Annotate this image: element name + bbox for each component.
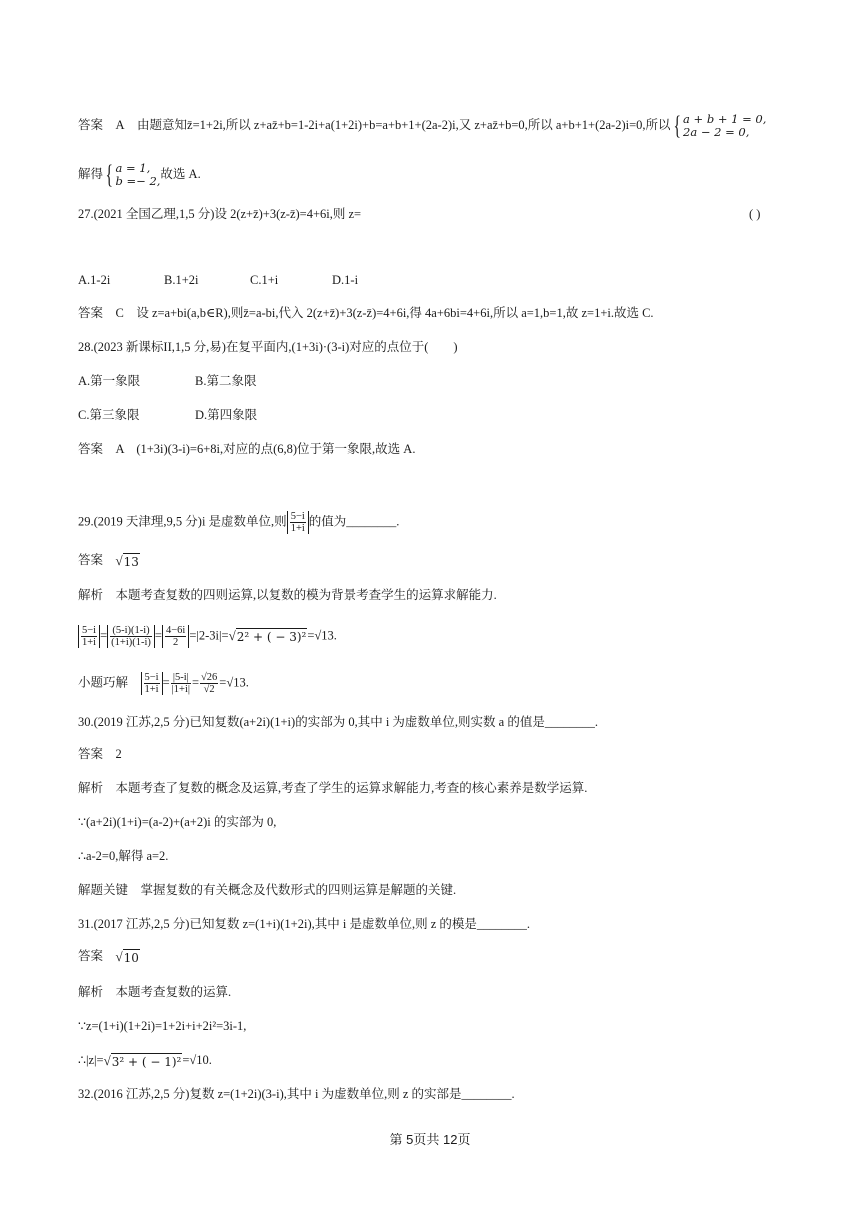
numerator: √26: [201, 672, 218, 683]
answer-label: 答案: [78, 553, 104, 567]
system-eq-1: a + b + 1 = 0,: [683, 112, 767, 126]
abs-value: [162, 625, 189, 648]
answer-30: [78, 746, 122, 762]
question-31: [78, 916, 530, 932]
answer-bracket: ( ): [749, 207, 761, 221]
option-d: D.第四象限: [195, 408, 258, 422]
question-28-options-row1: [78, 373, 256, 389]
fraction: [110, 625, 152, 648]
calc-end: =√13.: [307, 628, 337, 643]
question-30: [78, 714, 598, 730]
key-30: [78, 882, 456, 898]
answer-30-text: 答案 2: [78, 747, 122, 761]
option-a: A.1-2i: [78, 273, 111, 287]
question-32-text: 32.(2016 江苏,2,5 分)复数 z=(1+2i)(3-i),其中 i 为虚数单位,则 z 的实部是________.: [78, 1087, 515, 1101]
radicand: 3² + ( − 1)²: [111, 1054, 182, 1069]
analysis-text: 本题考查复数的四则运算,以复数的模为背景考查学生的运算求解能力.: [115, 588, 497, 602]
denominator: 1+i: [82, 637, 97, 648]
option-c: C.1+i: [250, 273, 279, 287]
question-28: [78, 339, 458, 355]
radicand: 13: [123, 554, 139, 569]
denominator: |1+i|: [171, 684, 190, 695]
question-29-tail: 的值为________.: [308, 514, 400, 529]
option-a: A.第一象限: [78, 374, 141, 388]
sqrt-expression: √ 13: [115, 552, 139, 569]
question-29-text: 29.(2019 天津理,9,5 分)i 是虚数单位,则: [78, 514, 287, 529]
fraction: [290, 511, 306, 534]
equation-system: { a + b + 1 = 0, 2a − 2 = 0,: [673, 111, 767, 140]
trick-label: 小题巧解: [78, 675, 129, 690]
denominator: 2: [173, 637, 179, 648]
analysis-29: [78, 587, 497, 603]
question-29: [78, 511, 399, 534]
trick-end: =√13.: [219, 675, 249, 690]
numerator: 4−6i: [165, 625, 186, 636]
option-b: B.第二象限: [195, 374, 257, 388]
key-text: 解题关键 掌握复数的有关概念及代数形式的四则运算是解题的关键.: [78, 883, 457, 897]
fraction: [144, 672, 160, 695]
analysis-30: [78, 780, 587, 796]
solve-prefix: 解得: [78, 166, 104, 181]
answer-28-text: 答案 A (1+3i)(3-i)=6+8i,对应的点(6,8)位于第一象限,故选 A.: [78, 442, 416, 456]
solution-eq-1: a = 1,: [115, 161, 151, 175]
calc-31-1: [78, 1018, 246, 1034]
answer-31: [78, 948, 140, 966]
radicand: 10: [123, 950, 139, 965]
calc-30-1: [78, 814, 276, 830]
solution-system: { a = 1, b =− 2,: [105, 160, 161, 189]
calc-middle: =|2-3i|=: [189, 628, 229, 643]
abs-value: [287, 511, 309, 534]
numerator: 5−i: [144, 672, 159, 683]
answer-label: 答案: [78, 117, 104, 132]
denominator: √2: [203, 684, 215, 695]
calc-text: ∴a-2=0,解得 a=2.: [78, 849, 169, 863]
answer-choice: A: [115, 117, 125, 132]
fraction: [171, 672, 191, 695]
numerator: (5-i)(1-i): [110, 625, 152, 637]
calc-text: ∵(a+2i)(1+i)=(a-2)+(a+2)i 的实部为 0,: [78, 815, 277, 829]
abs-value: [78, 625, 100, 648]
question-27-bracket: [749, 206, 760, 222]
numerator: 5−i: [82, 625, 97, 636]
solution-26-line: [78, 162, 201, 188]
numerator: 5−i: [290, 511, 305, 522]
question-31-text: 31.(2017 江苏,2,5 分)已知复数 z=(1+i)(1+2i),其中 i 是虚数单位,则 z 的模是________.: [78, 917, 531, 931]
analysis-text: 解析 本题考查复数的运算.: [78, 985, 232, 999]
calc-31-2: [78, 1052, 212, 1070]
option-b: B.1+2i: [164, 273, 199, 287]
question-27: [78, 206, 361, 222]
option-c: C.第三象限: [78, 408, 140, 422]
question-27-options: [78, 272, 358, 288]
analysis-label: 解析: [78, 588, 104, 602]
answer-26-line: [78, 113, 766, 139]
radicand: 2² + ( − 3)²: [236, 630, 307, 644]
sqrt-expression: √ 10: [115, 948, 139, 965]
analysis-31: [78, 984, 231, 1000]
calc-30-2: [78, 848, 168, 864]
option-d: D.1-i: [332, 273, 359, 287]
question-32: [78, 1086, 515, 1102]
fraction: [200, 672, 218, 695]
abs-value: [107, 625, 155, 648]
solve-suffix: 故选 A.: [160, 166, 201, 181]
answer-28: [78, 441, 415, 457]
abs-value: [141, 672, 163, 695]
calc-end: =√10.: [182, 1053, 212, 1067]
answer-29: [78, 552, 140, 570]
trick-29: 小题巧解 $\frac{5-i}{1+i}$ = $\frac{|5-i|}{|1+i|}$ = $\frac{√26}{√2}$ =√13.: [78, 672, 249, 695]
page-footer: 第 5页共 12页: [389, 1132, 471, 1147]
calc-29: $\frac{5-i}{1+i}$ = $\frac{(5-i)(1-i)}{(1+i)(1-i)}$ = $\frac{4-6i}{2}$ =|2-3i|= √ 2² + ( − 3)² =√13.: [78, 625, 337, 648]
system-eq-2: 2a − 2 = 0,: [683, 125, 750, 139]
denominator: (1+i)(1-i): [111, 637, 151, 648]
answer-27-text: 答案 C 设 z=a+bi(a,b∈R),则z̄=a-bi,代入 2(z+z̄)+3(z-z̄)=4+6i,得 4a+6bi=4+6i,所以 a=1,b=1,故 z=1+i.故选 C.: [78, 306, 654, 320]
question-27-text: 27.(2021 全国乙理,1,5 分)设 2(z+z̄)+3(z-z̄)=4+6i,则 z=: [78, 207, 362, 221]
answer-label: 答案: [78, 949, 104, 963]
sqrt-expression: √ 2² + ( − 3)²: [228, 628, 307, 644]
analysis-text: 解析 本题考查了复数的概念及运算,考查了学生的运算求解能力,考查的核心素养是数学运算.: [78, 781, 588, 795]
calc-text: ∵z=(1+i)(1+2i)=1+2i+i+2i²=3i-1,: [78, 1019, 247, 1033]
answer-27: [78, 305, 654, 321]
numerator: |5-i|: [171, 672, 191, 684]
question-28-options-row2: [78, 407, 257, 423]
fraction: [81, 625, 97, 648]
denominator: 1+i: [290, 523, 305, 534]
solution-eq-2: b =− 2,: [115, 174, 161, 188]
sqrt-expression: √ 3² + ( − 1)²: [103, 1052, 182, 1069]
calc-prefix: ∴|z|=: [78, 1053, 104, 1067]
fraction: [165, 625, 186, 648]
denominator: 1+i: [144, 684, 159, 695]
answer-text: 由题意知z̄=1+2i,所以 z+az̄+b=1-2i+a(1+2i)+b=a+b+1+(2a-2)i,又 z+az̄+b=0,所以 a+b+1+(2a-2)i=0,所以: [137, 117, 671, 132]
question-30-text: 30.(2019 江苏,2,5 分)已知复数(a+2i)(1+i)的实部为 0,其中 i 为虚数单位,则实数 a 的值是________.: [78, 715, 598, 729]
question-28-text: 28.(2023 新课标II,1,5 分,易)在复平面内,(1+3i)·(3-i)对应的点位于( ): [78, 340, 458, 354]
